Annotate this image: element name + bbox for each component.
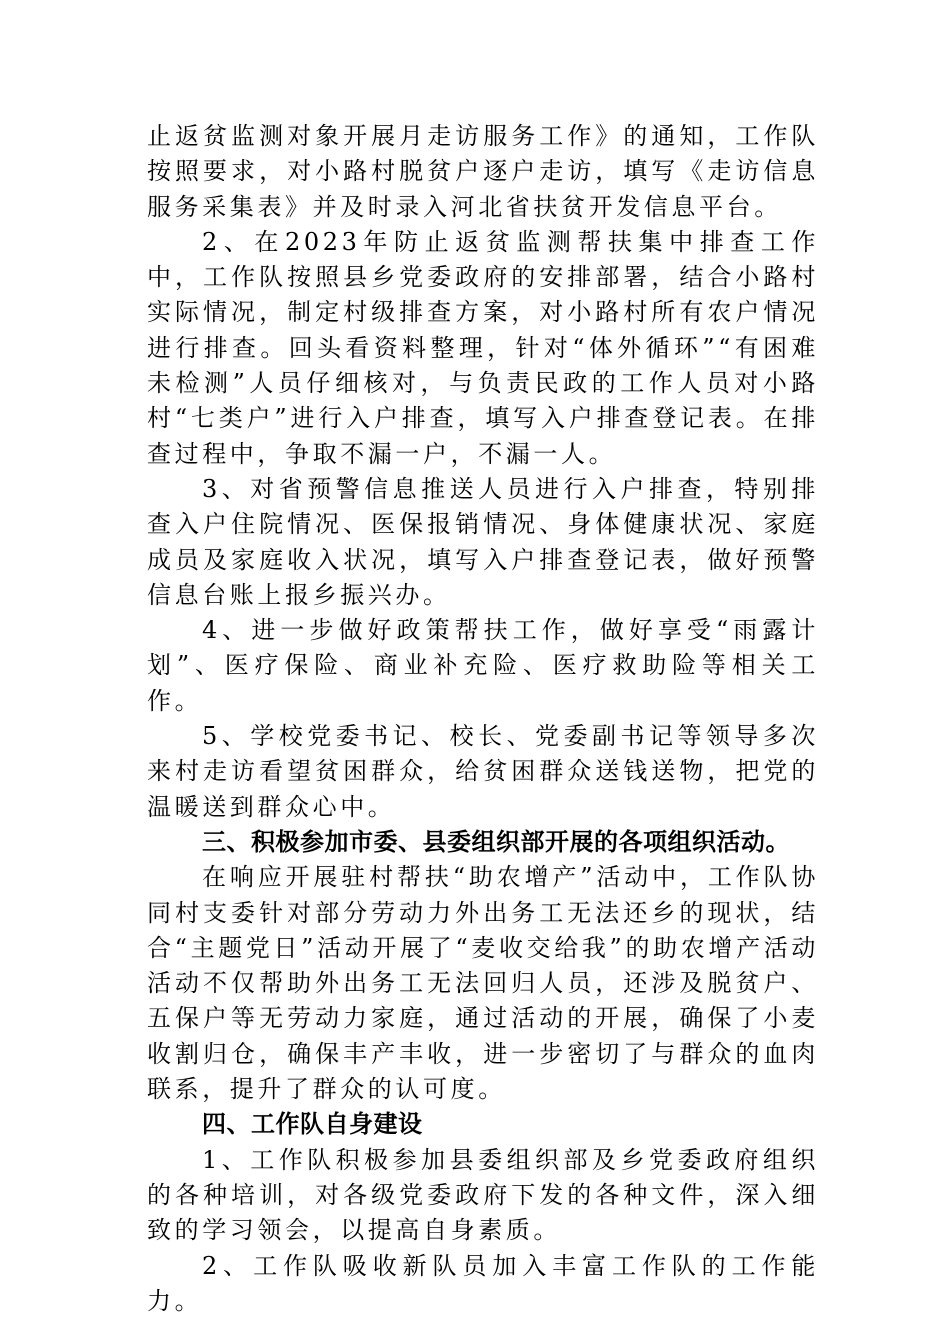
paragraph-activity: 在响应开展驻村帮扶“助农增产”活动中，工作队协同村支委针对部分劳动力外出务工无法还乡的现状，结合“主题党日”活动开展了“麦收交给我”的助农增产活动活动不仅帮助外出务工无法回归人员，还涉及脱贫户、五保户等无劳动力家庭，通过活动的开展，确保了小麦收割归仓，确保丰产丰收，进一步密切了与群众的血肉联系，提升了群众的认可度。: [147, 863, 819, 1104]
section-heading-3: 三、积极参加市委、县委组织部开展的各项组织活动。: [202, 827, 790, 856]
document-body: [147, 119, 819, 1319]
paragraph-item-2: 2、在2023年防止返贫监测帮扶集中排查工作中，工作队按照县乡党委政府的安排部署，结合小路村实际情况，制定村级排查方案，对小路村所有农户情况进行排查。回头看资料整理，针对“体外循环”“有困难未检测”人员仔细核对，与负责民政的工作人员对小路村“七类户”进行入户排查，填写入户排查登记表。在排查过程中，争取不漏一户，不漏一人。: [147, 227, 819, 468]
paragraph-item-5: 5、学校党委书记、校长、党委副书记等领导多次来村走访看望贫困群众，给贫困群众送钱送物，把党的温暖送到群众心中。: [147, 722, 819, 821]
paragraph-continuation: 止返贫监测对象开展月走访服务工作》的通知，工作队按照要求，对小路村脱贫户逐户走访，填写《走访信息服务采集表》并及时录入河北省扶贫开发信息平台。: [147, 122, 819, 221]
paragraph-item-3: 3、对省预警信息推送人员进行入户排查，特别排查入户住院情况、医保报销情况、身体健康状况、家庭成员及家庭收入状况，填写入户排查登记表，做好预警信息台账上报乡振兴办。: [147, 474, 819, 609]
section-heading-4: 四、工作队自身建设: [202, 1110, 423, 1139]
paragraph-self-build-1: 1、工作队积极参加县委组织部及乡党委政府组织的各种培训，对各级党委政府下发的各种文件，深入细致的学习领会，以提高自身素质。: [147, 1145, 819, 1245]
paragraph-self-build-2: 2、工作队吸收新队员加入丰富工作队的工作能力。: [147, 1251, 819, 1315]
paragraph-item-4: 4、进一步做好政策帮扶工作，做好享受“雨露计划”、医疗保险、商业补充险、医疗救助险等相关工作。: [147, 616, 819, 715]
